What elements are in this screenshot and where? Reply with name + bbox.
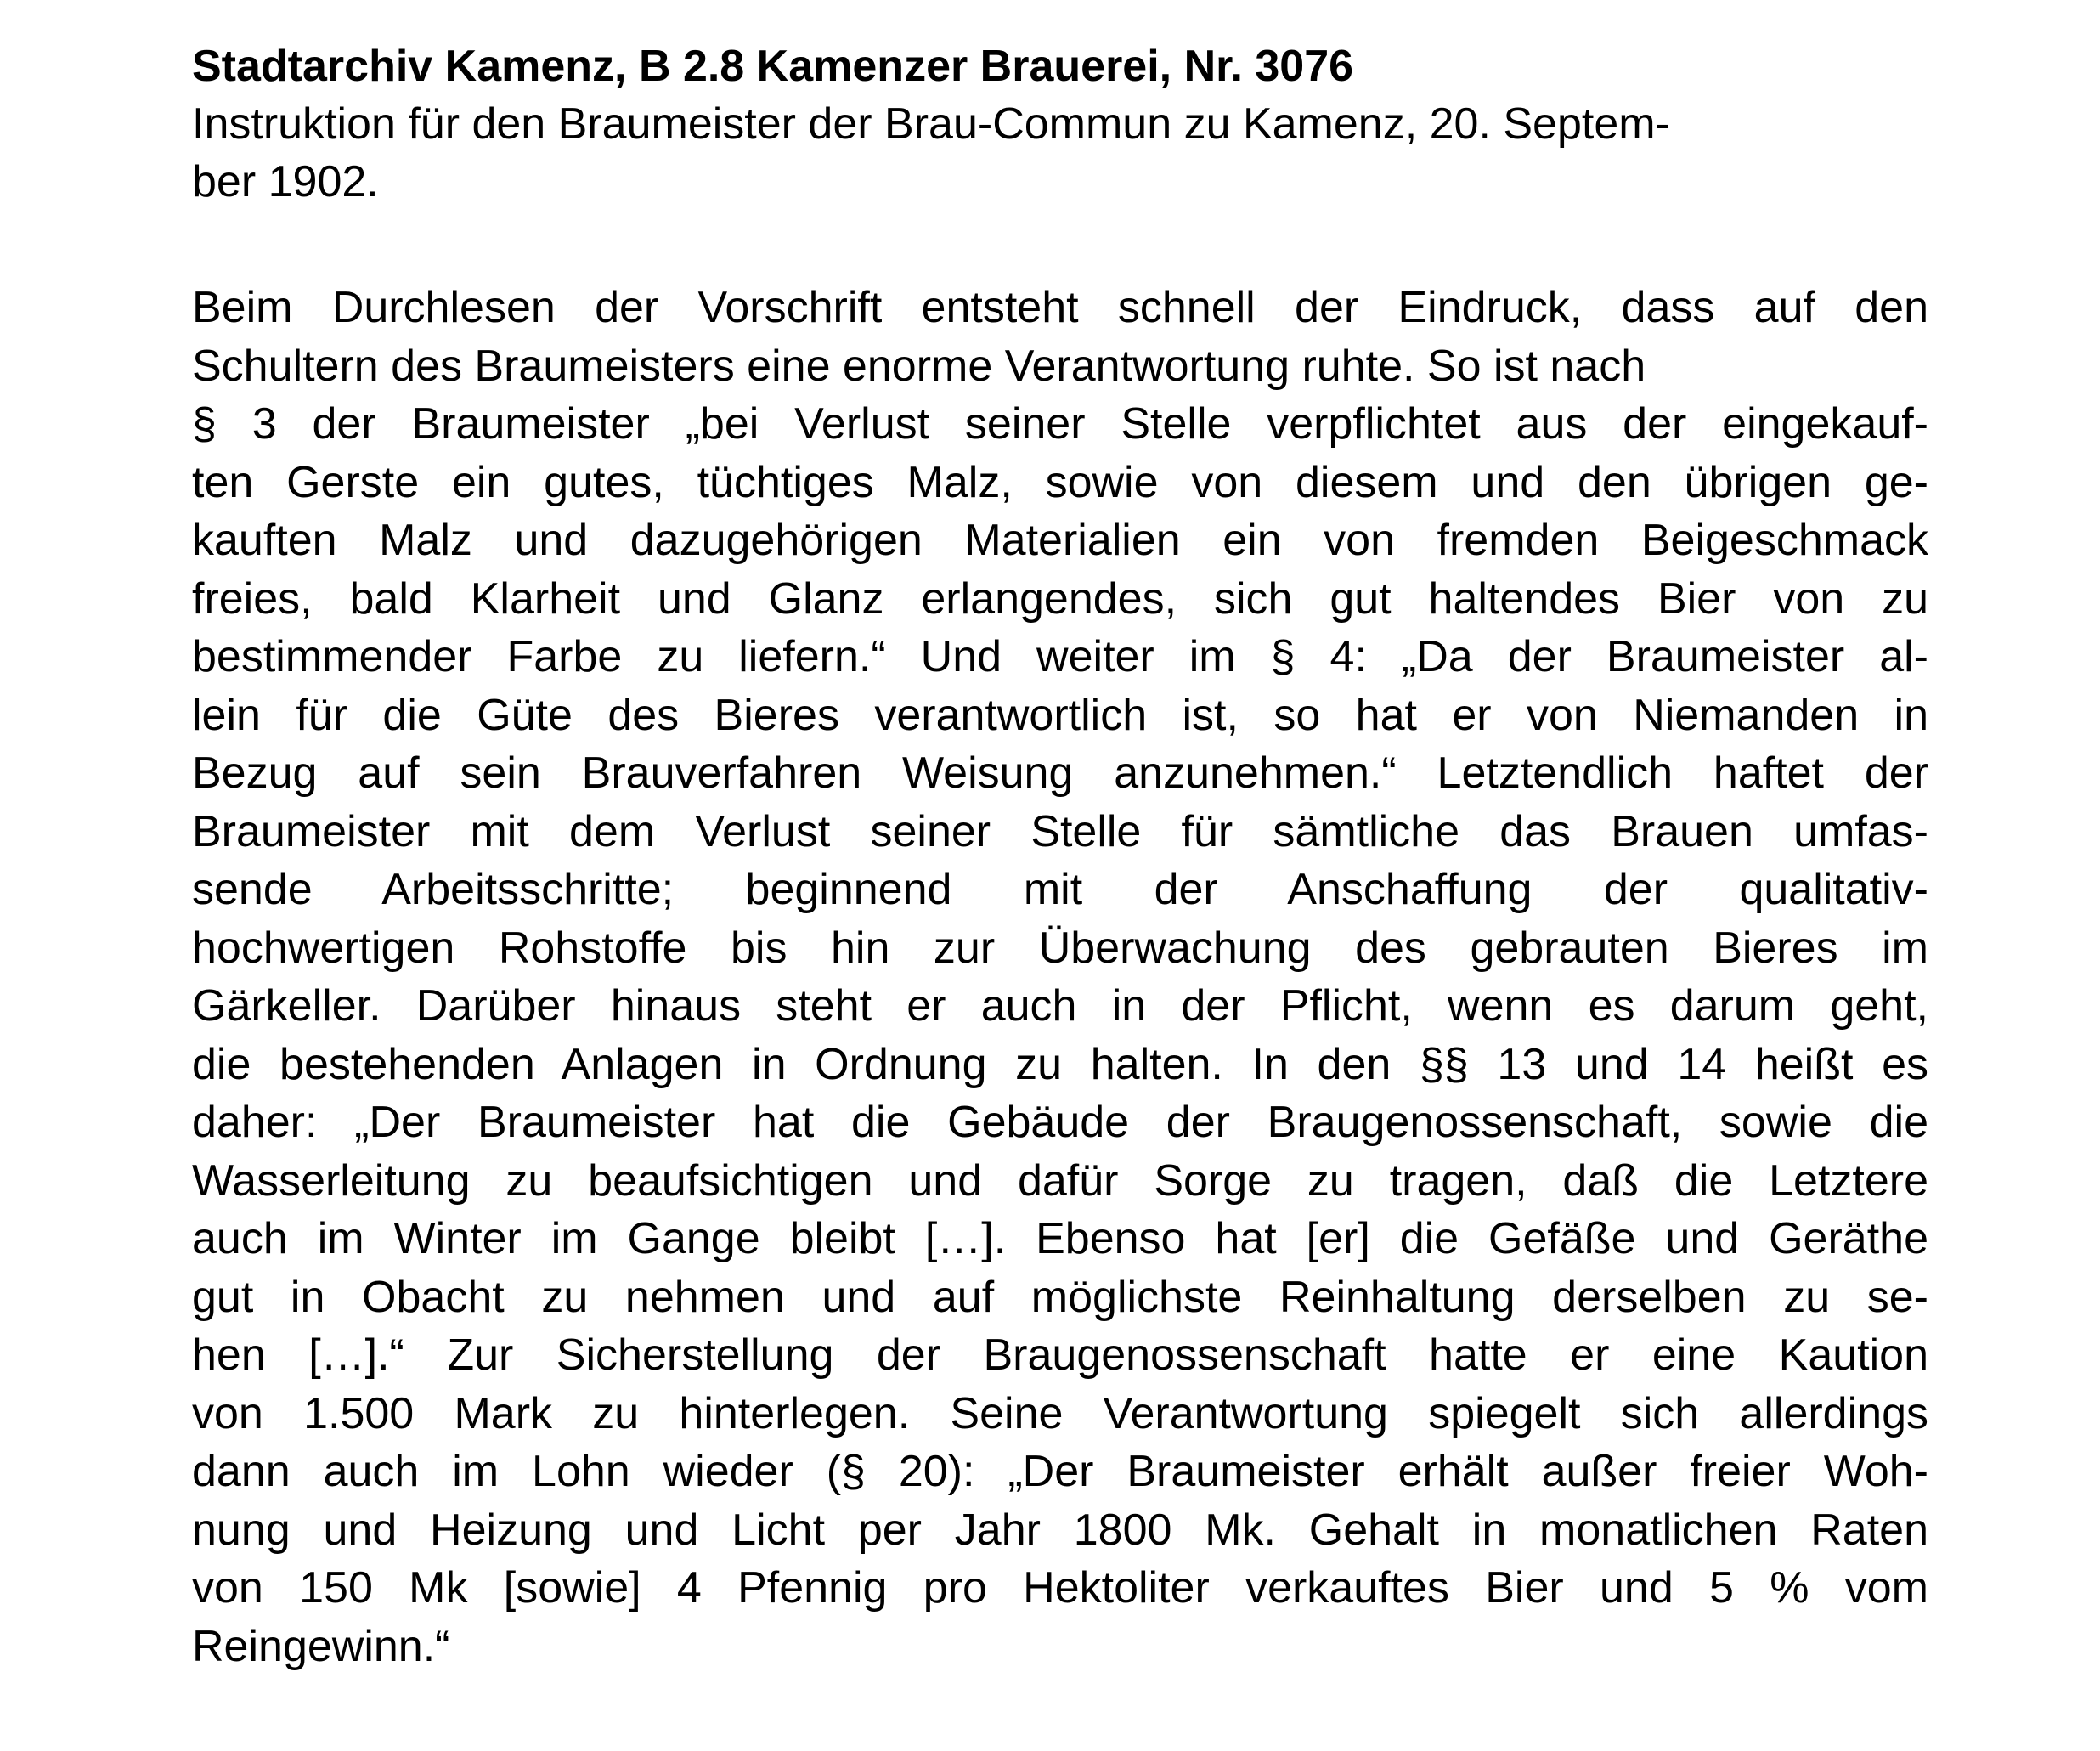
paragraph-line: Beim Durchlesen der Vorschrift entsteht schnell der Eindruck, dass auf den [192, 283, 1928, 332]
subtitle-line: Instruktion für den Braumeister der Brau-Commun zu Kamenz, 20. Septem- [192, 99, 1670, 149]
paragraph-line: § 3 der Braumeister „bei Verlust seiner Stelle verpflichtet aus der eingekauf- [192, 399, 1928, 449]
paragraph-line: sende Arbeitsschritte; beginnend mit der Anschaffung der qualitativ- [192, 865, 1928, 914]
paragraph-line: Gärkeller. Darüber hinaus steht er auch in der Pflicht, wenn es darum geht, [192, 981, 1928, 1031]
paragraph-line: ten Gerste ein gutes, tüchtiges Malz, sowie von diesem und den übrigen ge- [192, 457, 1928, 507]
paragraph-line: lein für die Güte des Bieres verantwortlich ist, so hat er von Niemanden in [192, 690, 1928, 740]
paragraph-line: freies, bald Klarheit und Glanz erlangendes, sich gut haltendes Bier von zu [192, 573, 1928, 624]
paragraph-line: hen […].“ Zur Sicherstellung der Braugenossenschaft hatte er eine Kaution [192, 1330, 1928, 1380]
paragraph-line: auch im Winter im Gange bleibt […]. Ebenso hat [er] die Gefäße und Geräthe [192, 1214, 1928, 1263]
subtitle-line: ber 1902. [192, 157, 379, 206]
paragraph-line: gut in Obacht zu nehmen und auf möglichste Reinhaltung derselben zu se- [192, 1272, 1928, 1322]
archive-reference-subtitle [192, 95, 1928, 211]
paragraph-line: bestimmender Farbe zu liefern.“ Und weiter im § 4: „Da der Braumeister al- [192, 632, 1928, 681]
paragraph-line: die bestehenden Anlagen in Ordnung zu halten. In den §§ 13 und 14 heißt es [192, 1039, 1928, 1089]
body-paragraph [192, 279, 1928, 1675]
paragraph-line: Bezug auf sein Brauverfahren Weisung anzunehmen.“ Letztendlich haftet der [192, 748, 1928, 798]
paragraph-line: von 1.500 Mark zu hinterlegen. Seine Verantwortung spiegelt sich allerdings [192, 1388, 1928, 1438]
archive-reference-title: Stadtarchiv Kamenz, B 2.8 Kamenzer Brauerei, Nr. 3076 [192, 42, 1354, 91]
paragraph-line: kauften Malz und dazugehörigen Materialien ein von fremden Beigeschmack [192, 516, 1928, 565]
paragraph-line: dann auch im Lohn wieder (§ 20): „Der Braumeister erhält außer freier Woh- [192, 1447, 1928, 1496]
document-page [192, 37, 1928, 1675]
paragraph-line: Braumeister mit dem Verlust seiner Stelle für sämtliche das Brauen umfas- [192, 806, 1928, 856]
paragraph-line: nung und Heizung und Licht per Jahr 1800 Mk. Gehalt in monatlichen Raten [192, 1505, 1928, 1555]
paragraph-line: Wasserleitung zu beaufsichtigen und dafür Sorge zu tragen, daß die Letztere [192, 1155, 1928, 1206]
paragraph-line: Reingewinn.“ [192, 1621, 450, 1671]
paragraph-line: hochwertigen Rohstoffe bis hin zur Überwachung des gebrauten Bieres im [192, 923, 1928, 973]
paragraph-line: von 150 Mk [sowie] 4 Pfennig pro Hektoliter verkauftes Bier und 5 % vom [192, 1563, 1928, 1613]
paragraph-line: Schultern des Braumeisters eine enorme Verantwortung ruhte. So ist nach [192, 341, 1646, 391]
paragraph-line: daher: „Der Braumeister hat die Gebäude der Braugenossenschaft, sowie die [192, 1098, 1928, 1147]
